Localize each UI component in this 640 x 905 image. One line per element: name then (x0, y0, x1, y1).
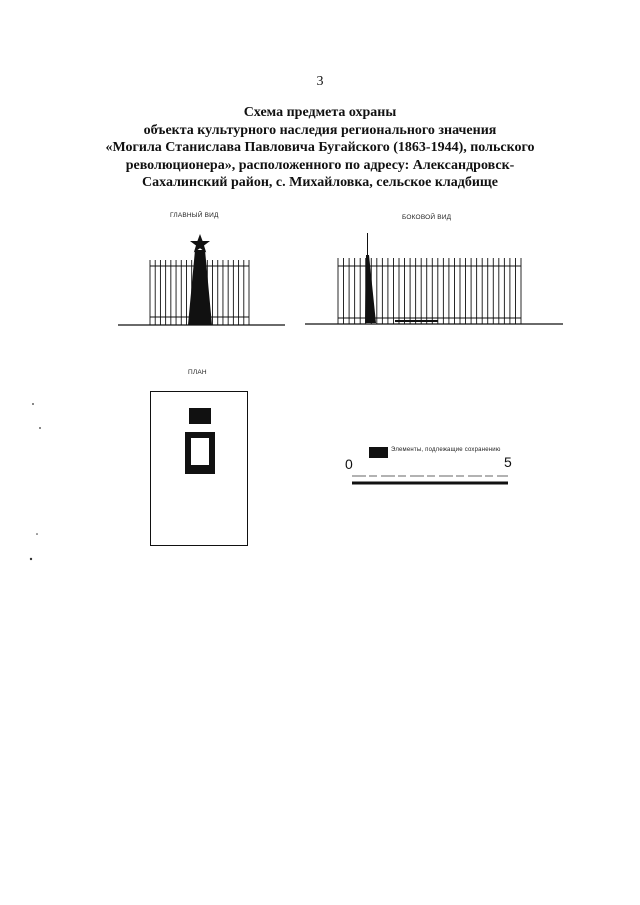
page-number: 3 (316, 74, 324, 89)
scan-marks (30, 403, 41, 560)
star-icon (190, 234, 210, 253)
legend-label: Элементы, подлежащие сохранению (391, 447, 501, 453)
plan-label: ПЛАН (188, 369, 207, 376)
title-line-2: объекта культурного наследия регионального значения (143, 122, 497, 138)
front-view-drawing (118, 234, 285, 325)
plan-monument-base (189, 408, 211, 424)
title-line-5: Сахалинский район, с. Михайловка, сельское кладбище (142, 175, 498, 190)
side-view-drawing (305, 233, 563, 324)
side-view-label: БОКОВОЙ ВИД (402, 214, 452, 221)
title-line-4: революционера», расположенного по адресу: Александровск- (125, 157, 515, 173)
side-obelisk (365, 255, 376, 323)
title-line-1: Схема предмета охраны (243, 105, 397, 120)
scale-start-label: 0 (345, 456, 353, 472)
plan-drawing (151, 392, 248, 546)
scale-bar (352, 476, 508, 483)
legend-swatch (369, 447, 388, 458)
scale-end-label: 5 (504, 454, 512, 470)
plan-grave-inner (191, 438, 209, 465)
front-view-label: ГЛАВНЫЙ ВИД (170, 212, 219, 219)
title-line-3: «Могила Станислава Павловича Бугайского (1863-1944), польского (105, 140, 535, 155)
